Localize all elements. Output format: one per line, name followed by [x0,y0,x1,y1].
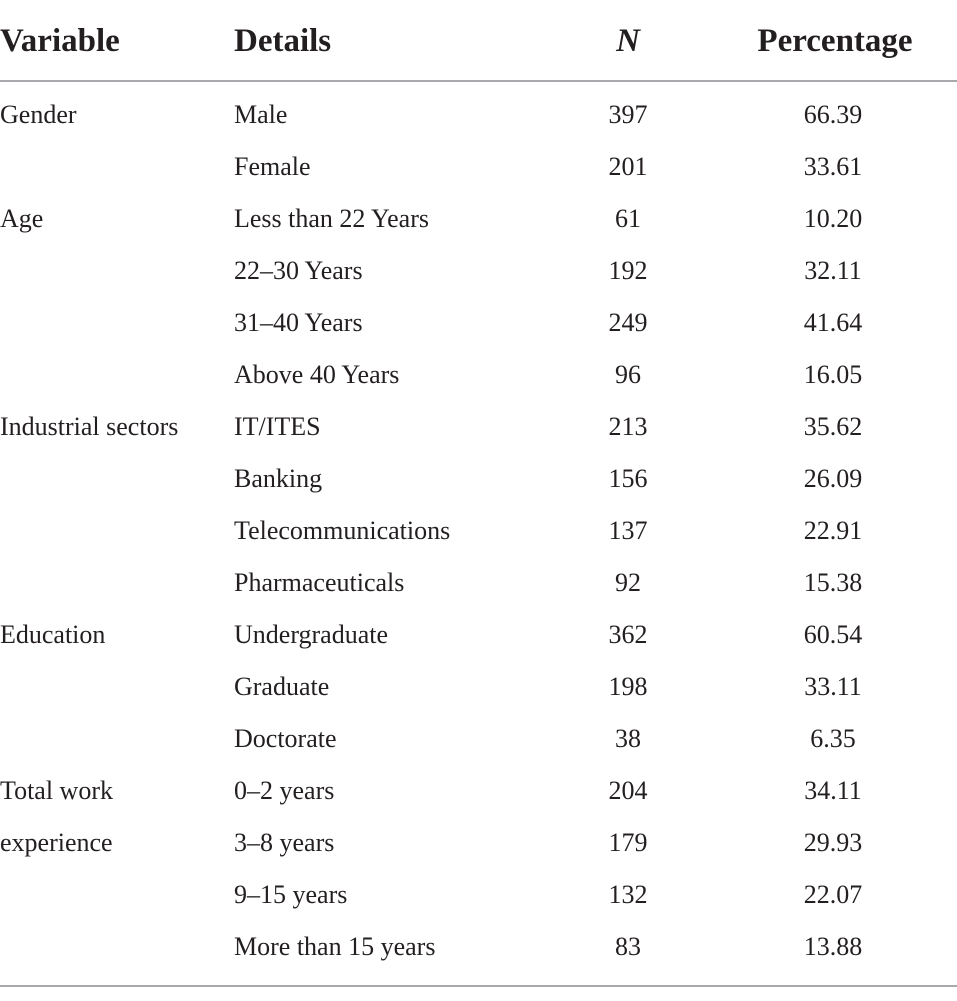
cell-details: Undergraduate [234,620,389,649]
cell-details: 22–30 Years [234,256,363,285]
table-row [0,612,957,664]
cell-details: Telecommunications [234,516,451,545]
cell-n: 192 [608,256,648,285]
table-row [0,820,957,872]
table-row [0,92,957,144]
cell-variable: experience [0,828,113,857]
cell-percentage: 26.09 [803,464,863,493]
table-row [0,248,957,300]
cell-percentage: 41.64 [803,308,863,337]
bottom-rule [0,985,957,987]
cell-n: 38 [615,724,641,753]
cell-percentage: 22.91 [803,516,863,545]
cell-percentage: 16.05 [803,360,863,389]
cell-n: 198 [608,672,648,701]
cell-variable: Total work [0,776,113,805]
table-body [0,82,957,976]
cell-n: 156 [608,464,648,493]
table-row [0,560,957,612]
cell-percentage: 6.35 [810,724,856,753]
cell-variable: Education [0,620,106,649]
cell-percentage: 60.54 [803,620,863,649]
table-row [0,716,957,768]
cell-percentage: 29.93 [803,828,863,857]
table-row [0,300,957,352]
cell-n: 83 [615,932,641,961]
cell-percentage: 35.62 [803,412,863,441]
table-row [0,352,957,404]
table-header [0,0,957,82]
cell-n: 137 [608,516,648,545]
cell-variable: Age [0,204,44,233]
cell-details: Graduate [234,672,330,701]
cell-n: 201 [608,152,648,181]
table-row [0,508,957,560]
cell-n: 96 [615,360,641,389]
table-row [0,404,957,456]
cell-n: 92 [615,568,641,597]
cell-details: 9–15 years [234,880,348,909]
cell-details: 0–2 years [234,776,335,805]
cell-details: 3–8 years [234,828,335,857]
cell-variable: Industrial sectors [0,412,179,441]
cell-percentage: 66.39 [803,100,863,129]
cell-percentage: 32.11 [804,256,862,285]
table-row [0,664,957,716]
cell-n: 132 [608,880,648,909]
cell-details: Female [234,152,311,181]
cell-n: 61 [615,204,641,233]
cell-n: 204 [608,776,648,805]
cell-details: 31–40 Years [234,308,363,337]
cell-percentage: 15.38 [803,568,863,597]
cell-details: Pharmaceuticals [234,568,405,597]
table-row [0,196,957,248]
header-variable: Variable [0,23,120,59]
cell-percentage: 22.07 [803,880,863,909]
table-row [0,924,957,976]
cell-details: Less than 22 Years [234,204,429,233]
header-percentage: Percentage [757,23,913,59]
cell-n: 397 [608,100,648,129]
cell-details: Male [234,100,288,129]
cell-variable: Gender [0,100,77,129]
header-n: N [616,23,640,59]
cell-details: Doctorate [234,724,337,753]
table-row [0,144,957,196]
cell-percentage: 13.88 [803,932,863,961]
cell-percentage: 10.20 [803,204,863,233]
cell-percentage: 33.61 [803,152,863,181]
cell-details: Above 40 Years [234,360,400,389]
cell-n: 362 [608,620,648,649]
cell-details: IT/ITES [234,412,321,441]
cell-percentage: 34.11 [804,776,862,805]
table-row [0,872,957,924]
cell-n: 249 [608,308,648,337]
cell-n: 213 [608,412,648,441]
table-row [0,456,957,508]
cell-percentage: 33.11 [804,672,862,701]
cell-details: Banking [234,464,323,493]
header-details: Details [234,23,332,59]
cell-details: More than 15 years [234,932,436,961]
cell-n: 179 [608,828,648,857]
table-row [0,768,957,820]
